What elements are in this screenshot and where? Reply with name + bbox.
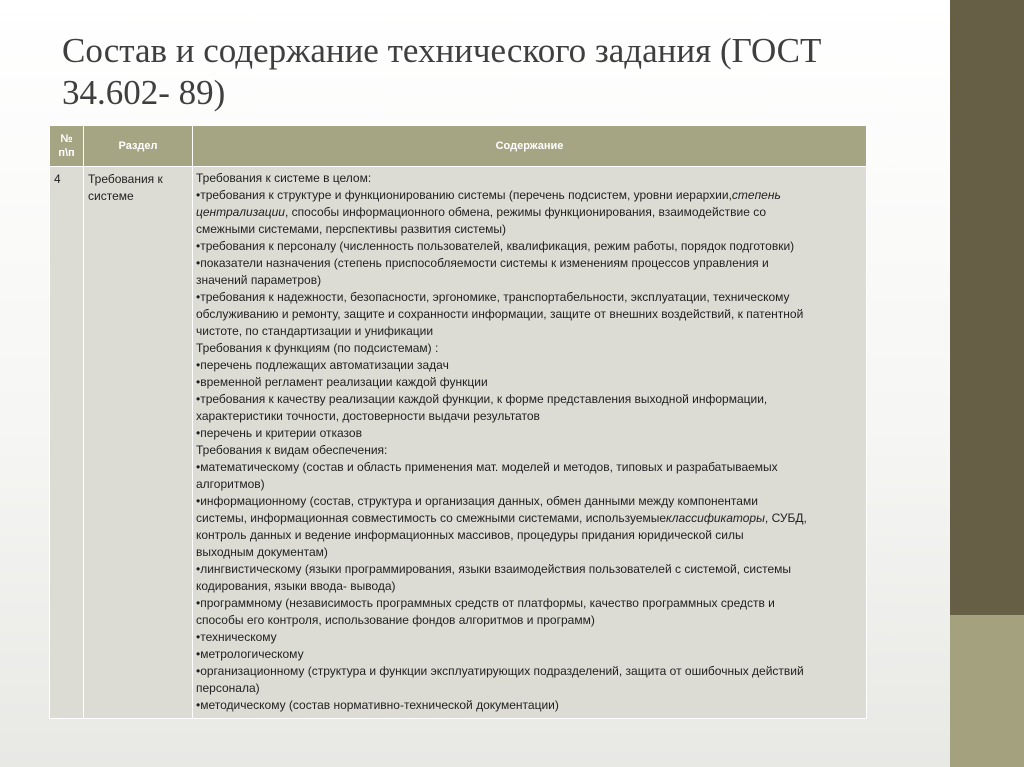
content-line-part: , СУБД, <box>764 511 807 525</box>
content-line: •временной регламент реализации каждой функции <box>196 375 488 389</box>
content-line: обслуживанию и ремонту, защите и сохранности информации, защите от внешних воздействий, к патентной <box>196 307 804 321</box>
content-line-part: системы, информационная совместимость со смежными системами, используемые <box>196 511 667 525</box>
content-line: характеристики точности, достоверности выдачи результатов <box>196 409 540 423</box>
header-number-line-1: № <box>60 133 73 145</box>
content-line: способы его контроля, использование фондов алгоритмов и программ) <box>196 613 595 627</box>
content-line: персонала) <box>196 681 260 695</box>
content-line-part: , способы информационного обмена, режимы функционирования, взаимодействие со <box>284 205 767 219</box>
header-number <box>50 126 84 167</box>
content-line: •организационному (структура и функции эксплуатирующих подразделений, защита от ошибочных действий <box>196 664 804 678</box>
requirements-table <box>49 125 867 719</box>
content-line-part: •требования к структуре и функционированию системы (перечень подсистем, уровни иерархии, <box>196 188 732 202</box>
table-header-row <box>50 126 867 167</box>
content-line: •перечень и критерии отказов <box>196 426 362 440</box>
decorative-band-light <box>950 615 1024 767</box>
content-line: •математическому (состав и область применения мат. моделей и методов, типовых и разрабатываемых <box>196 460 778 474</box>
content-line-italic: классификаторы <box>666 511 765 525</box>
content-line <box>196 204 863 221</box>
content-line-italic: степень <box>731 188 781 202</box>
content-line: •методическому (состав нормативно-технической документации) <box>196 698 559 712</box>
content-lines <box>196 170 863 714</box>
title-line-1: Состав и содержание технического задания (ГОСТ <box>62 31 822 70</box>
table-row <box>50 167 867 719</box>
content-line: •информационному (состав, структура и организация данных, обмен данными между компонентами <box>196 494 758 508</box>
content-line: •требования к персоналу (численность пользователей, квалификация, режим работы, порядок подготовки) <box>196 239 795 253</box>
decorative-band-dark <box>950 0 1024 615</box>
content-line: •требования к качеству реализации каждой функции, к форме представления выходной информации, <box>196 392 768 406</box>
content-line: Требования к видам обеспечения: <box>196 443 388 457</box>
content-line: •лингвистическому (языки программирования, языки взаимодействия пользователей с системой, системы <box>196 562 791 576</box>
content-line: смежными системами, перспективы развития системы) <box>196 222 507 236</box>
content-line: значений параметров) <box>196 273 322 287</box>
content-line: •метрологическому <box>196 647 304 661</box>
header-section: Раздел <box>84 126 193 167</box>
content-line <box>196 187 863 204</box>
requirements-table-container <box>49 125 866 719</box>
header-number-line-2: п\п <box>58 147 75 159</box>
content-line: чистоте, по стандартизации и унификации <box>196 324 434 338</box>
content-line: выходным документам) <box>196 545 328 559</box>
slide-title <box>62 30 842 114</box>
row-content <box>193 167 867 719</box>
content-line: •показатели назначения (степень приспособляемости системы к изменениям процессов управления и <box>196 256 769 270</box>
content-line: алгоритмов) <box>196 477 265 491</box>
content-line: Требования к системе в целом: <box>196 171 372 185</box>
content-line: •программному (независимость программных средств от платформы, качество программных средств и <box>196 596 775 610</box>
content-line: контроль данных и ведение информационных массивов, процедуры придания юридической силы <box>196 528 744 542</box>
title-line-2: 34.602- 89) <box>62 73 226 112</box>
content-line-italic: централизации <box>196 205 285 219</box>
content-line: •перечень подлежащих автоматизации задач <box>196 358 449 372</box>
content-line: Требования к функциям (по подсистемам) : <box>196 341 439 355</box>
content-line: •техническому <box>196 630 277 644</box>
row-section: Требования к системе <box>84 167 193 719</box>
content-line <box>196 510 863 527</box>
content-line: кодирования, языки ввода- вывода) <box>196 579 396 593</box>
header-content: Содержание <box>193 126 867 167</box>
content-line: •требования к надежности, безопасности, эргономике, транспортабельности, эксплуатации, техническому <box>196 290 790 304</box>
row-number: 4 <box>50 167 84 719</box>
